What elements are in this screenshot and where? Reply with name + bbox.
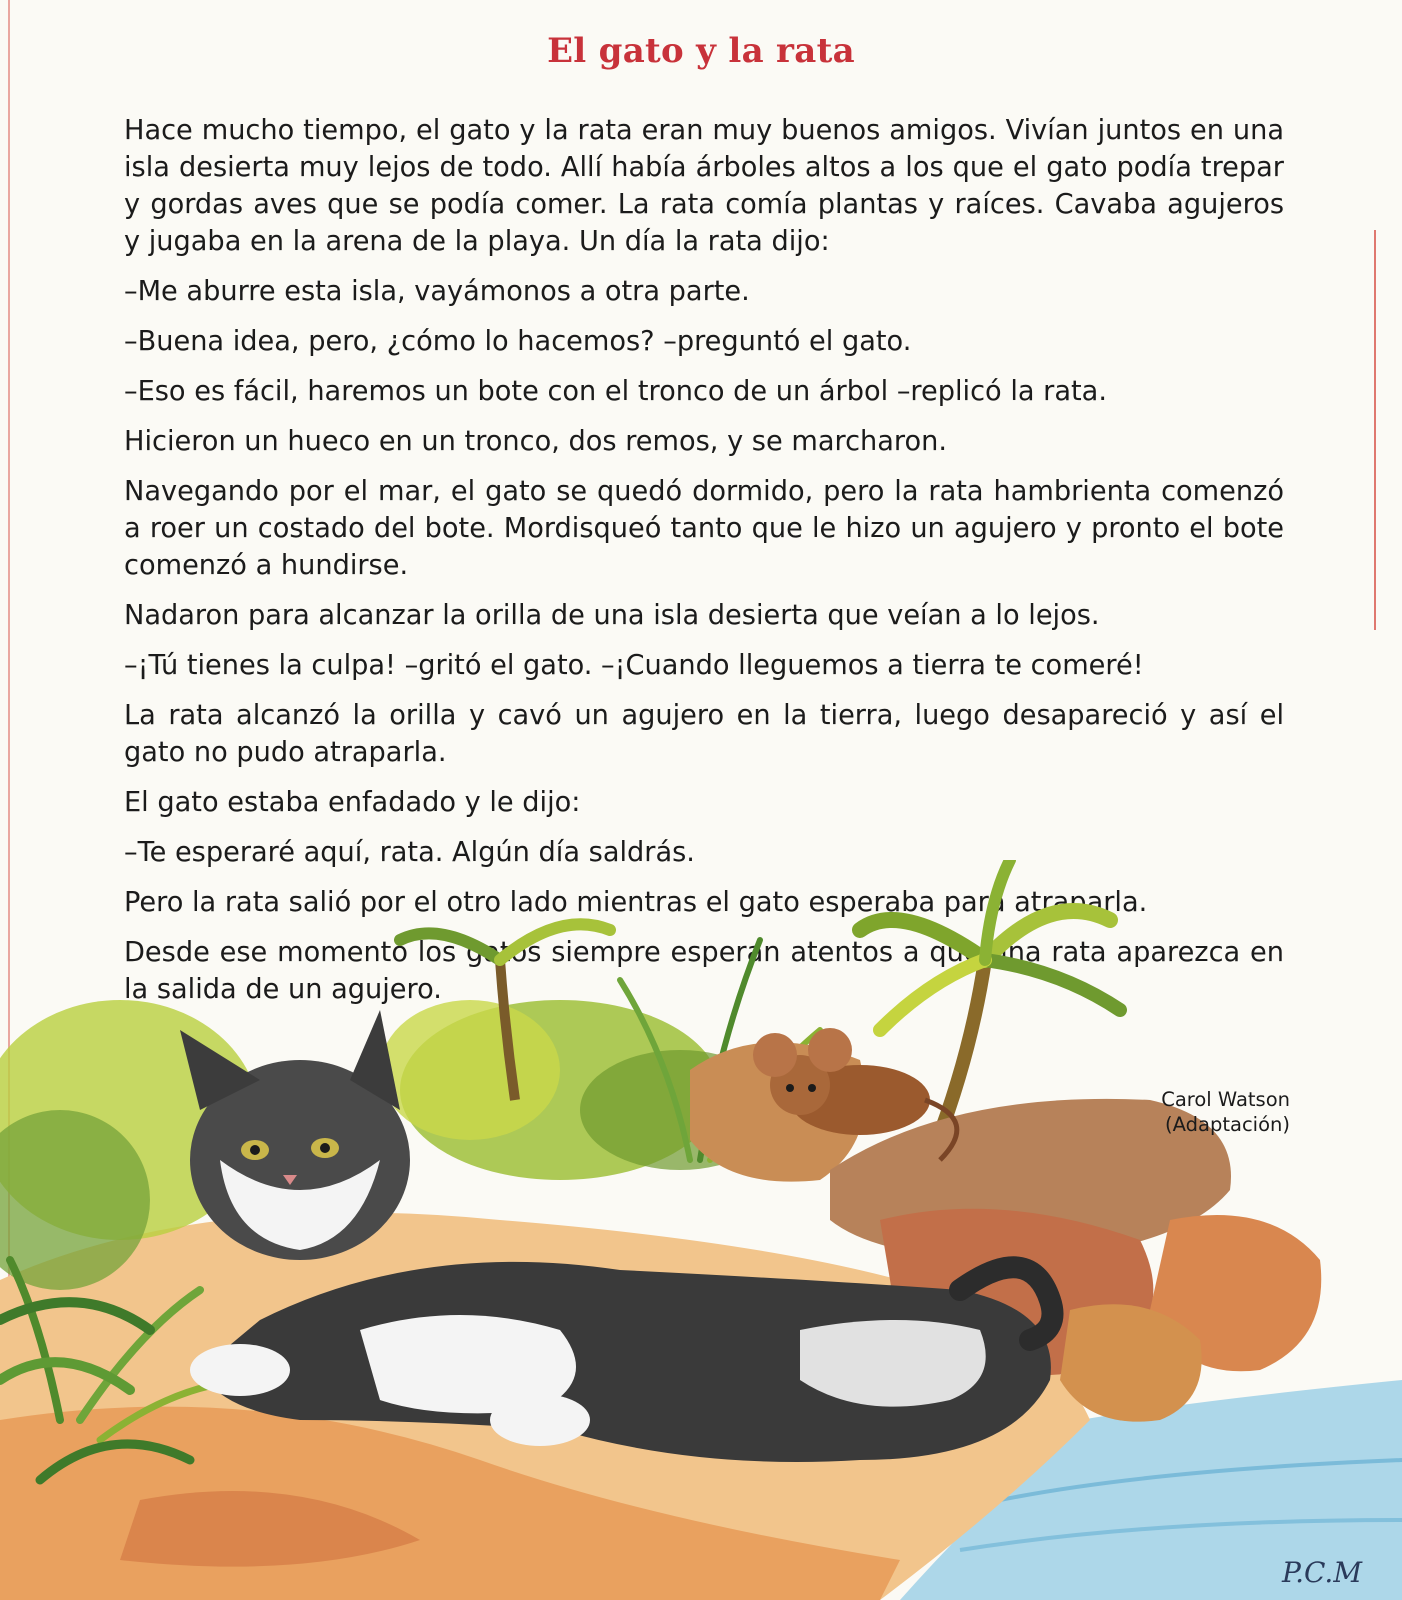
- paragraph: –Me aburre esta isla, vayámonos a otra parte.: [124, 276, 750, 307]
- paragraph: Desde ese momento los gatos siempre esperan atentos a que una rata aparezca en la salida de un agujero.: [124, 937, 1284, 1005]
- author-name: Carol Watson: [1161, 1088, 1290, 1111]
- adaptation-note: (Adaptación): [1165, 1113, 1290, 1136]
- paragraph: –Eso es fácil, haremos un bote con el tronco de un árbol –replicó la rata.: [124, 376, 1107, 407]
- paragraph: –Te esperaré aquí, rata. Algún día saldrás.: [124, 837, 695, 868]
- cat-and-rat-illustration: [0, 860, 1402, 1600]
- paragraph: Nadaron para alcanzar la orilla de una isla desierta que veían a lo lejos.: [124, 600, 1100, 631]
- paragraph: Hace mucho tiempo, el gato y la rata eran muy buenos amigos. Vivían juntos en una isla desierta muy lejos de todo. Allí había árboles altos a los que el gato podía trepar y gordas aves que se podía comer. La rata comía plantas y raíces. Cavaba agujeros y jugaba en la arena de la playa. Un día la rata dijo:: [124, 115, 1284, 257]
- paragraph: La rata alcanzó la orilla y cavó un agujero en la tierra, luego desapareció y así el gato no pudo atraparla.: [124, 700, 1284, 768]
- paragraph: Pero la rata salió por el otro lado mientras el gato esperaba para atraparla.: [124, 887, 1148, 918]
- page-edge-mark: [1374, 230, 1376, 630]
- story-title: El gato y la rata: [547, 30, 855, 71]
- illustrator-signature: P.C.M: [1281, 1556, 1362, 1589]
- paragraph: El gato estaba enfadado y le dijo:: [124, 787, 581, 818]
- author-credit: [1161, 1087, 1290, 1137]
- paragraph: –¡Tú tienes la culpa! –gritó el gato. –¡Cuando lleguemos a tierra te comeré!: [124, 650, 1144, 681]
- show-through-heading: [320, 0, 920, 34]
- watercolor-illustration: [0, 860, 1402, 1600]
- paragraph: Hicieron un hueco en un tronco, dos remos, y se marcharon.: [124, 426, 947, 457]
- paragraph: –Buena idea, pero, ¿cómo lo hacemos? –preguntó el gato.: [124, 326, 912, 357]
- paragraph: Navegando por el mar, el gato se quedó dormido, pero la rata hambrienta comenzó a roer un costado del bote. Mordisqueó tanto que le hizo un agujero y pronto el bote comenzó a hundirse.: [124, 476, 1284, 581]
